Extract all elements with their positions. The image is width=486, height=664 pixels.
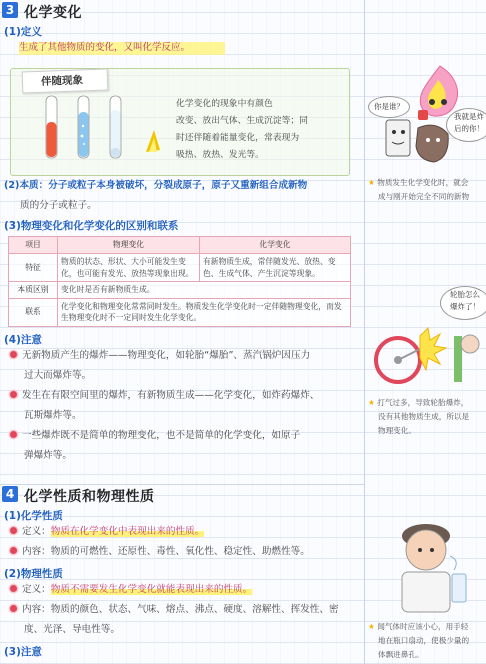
burning-character-illustration <box>378 62 486 174</box>
bullet-icon <box>10 391 17 398</box>
physical-definition: 定义：物质不需要发生化学变化就能表现出来的性质。 <box>10 580 339 600</box>
property-attention-heading: (3)注意 <box>4 646 42 658</box>
cell-chemical-feature: 有新物质生成，常伴随发光、放热、变色、生成气体、产生沉淀等现象。 <box>200 254 351 282</box>
attention-item-3-cont: 弹爆炸等。 <box>24 450 72 461</box>
test-tube-clear-icon <box>110 96 121 158</box>
section-title-properties: 化学性质和物理性质 <box>24 489 155 505</box>
side-note-1: ★ 物质发生化学变化时，就会 成与刚开始完全不同的新物 <box>368 178 470 201</box>
attention-list <box>10 346 319 466</box>
phenomena-text <box>176 96 316 164</box>
cell-relation: 化学变化和物理变化常常同时发生。物质发生化学变化时一定伴随物理变化，而发生物理变化时不一定同时发生化学变化。 <box>58 298 351 326</box>
bullet-icon <box>10 547 17 554</box>
speech-bubble-tire: 轮胎怎么 爆炸了！ <box>440 286 486 320</box>
chemical-content: 内容：物质的可燃性、还原性、毒性、氧化性、稳定性、助燃性等。 <box>10 542 310 562</box>
cell-physical-feature: 物质的状态、形状、大小可能发生变化，也可能有发光、放热等现象出现。 <box>58 254 200 282</box>
bullet-icon <box>10 605 17 612</box>
cell-essence: 变化时是否有新物质生成。 <box>58 282 351 299</box>
chemical-property-heading: (1)化学性质 <box>4 510 63 522</box>
bullet-icon <box>10 431 17 438</box>
definition-heading: (1)定义 <box>4 26 42 38</box>
table-header-physical: 物理变化 <box>58 237 200 254</box>
attention-item-2-cont: 瓦斯爆炸等。 <box>24 410 82 421</box>
attention-item-3: 一些爆炸既不是简单的物理变化，也不是简单的化学变化，如原子 <box>10 426 319 446</box>
nature-line-2: 质的分子或粒子。 <box>20 200 97 211</box>
side-note-2: ★ 打气过多，导致轮胎爆炸， 没有其他物质生成，所以是 物理变化。 <box>368 398 470 435</box>
attention-heading: (4)注意 <box>4 334 42 346</box>
definition-text: 生成了其他物质的变化，又叫化学反应。 <box>19 42 191 53</box>
physical-content-cont: 度、光泽、导电性等。 <box>24 624 120 635</box>
star-icon: ★ <box>368 178 378 187</box>
bullet-icon <box>10 351 17 358</box>
attention-item-1-cont: 过大而爆炸等。 <box>24 370 92 381</box>
speech-bubble-who: 你是谁？ <box>368 96 410 118</box>
phenomena-line-1: 化学变化的现象中有颜色 <box>176 99 273 109</box>
row-label-relation: 联系 <box>9 298 58 326</box>
phenomena-line-2: 改变、放出气体、生成沉淀等；同 <box>176 116 308 126</box>
side-note-3: ★ 闻气体时应该小心，用手轻 地在瓶口扇动，使极少量的 体飘进鼻孔。 <box>368 622 470 659</box>
phenomena-tag-label: 伴随现象 <box>40 74 84 88</box>
phenomena-line-4: 吸热、放热、发光等。 <box>176 150 264 160</box>
match-icon <box>418 110 428 120</box>
bullet-icon <box>10 527 17 534</box>
margin-divider <box>364 0 365 664</box>
physical-property-list <box>10 580 339 640</box>
speech-bubble-me: 我就是炸 后的你！ <box>446 108 486 142</box>
section-divider <box>0 484 364 485</box>
chemical-property-list <box>10 522 310 562</box>
bicycle-tire-illustration <box>370 314 486 392</box>
star-icon: ★ <box>368 622 378 631</box>
section-title-chemical-change: 化学变化 <box>24 5 82 21</box>
test-tubes-illustration <box>38 92 168 172</box>
test-tube-red-icon <box>46 96 57 158</box>
chemical-definition: 定义：物质在化学变化中表现出来的性质。 <box>10 522 310 542</box>
physical-property-heading: (2)物理性质 <box>4 568 63 580</box>
row-label-feature: 特征 <box>9 254 58 282</box>
attention-item-2: 发生在有限空间里的爆炸，有新物质生成——化学变化，如炸药爆炸、 <box>10 386 319 406</box>
explosion-icon <box>420 328 446 370</box>
nature-line-1: (2)本质：分子或粒子本身被破坏，分裂成原子，原子又重新组合成新物 <box>4 180 308 191</box>
phenomena-line-3: 时还伴随着能量变化，常表现为 <box>176 133 300 143</box>
table-header-chemical: 化学变化 <box>200 237 351 254</box>
flame-icon <box>146 130 160 152</box>
physical-content: 内容：物质的颜色、状态、气味、熔点、沸点、硬度、溶解性、挥发性、密 <box>10 600 339 620</box>
comparison-table <box>8 236 351 327</box>
row-label-essence: 本质区别 <box>9 282 58 299</box>
table-header-item: 项目 <box>9 237 58 254</box>
section-number-4: 4 <box>2 486 18 502</box>
difference-heading: (3)物理变化和化学变化的区别和联系 <box>4 220 179 232</box>
attention-item-1: 无新物质产生的爆炸——物理变化，如轮胎“爆胎”、蒸汽锅炉因压力 <box>10 346 319 366</box>
phenomena-tag <box>22 69 109 94</box>
nature-paragraph <box>4 176 307 216</box>
bullet-icon <box>10 585 17 592</box>
star-icon: ★ <box>368 398 378 407</box>
bottle-icon <box>452 574 466 602</box>
section-number-3: 3 <box>2 2 18 18</box>
smelling-gas-illustration <box>380 512 486 616</box>
test-tube-blue-icon <box>78 96 89 158</box>
